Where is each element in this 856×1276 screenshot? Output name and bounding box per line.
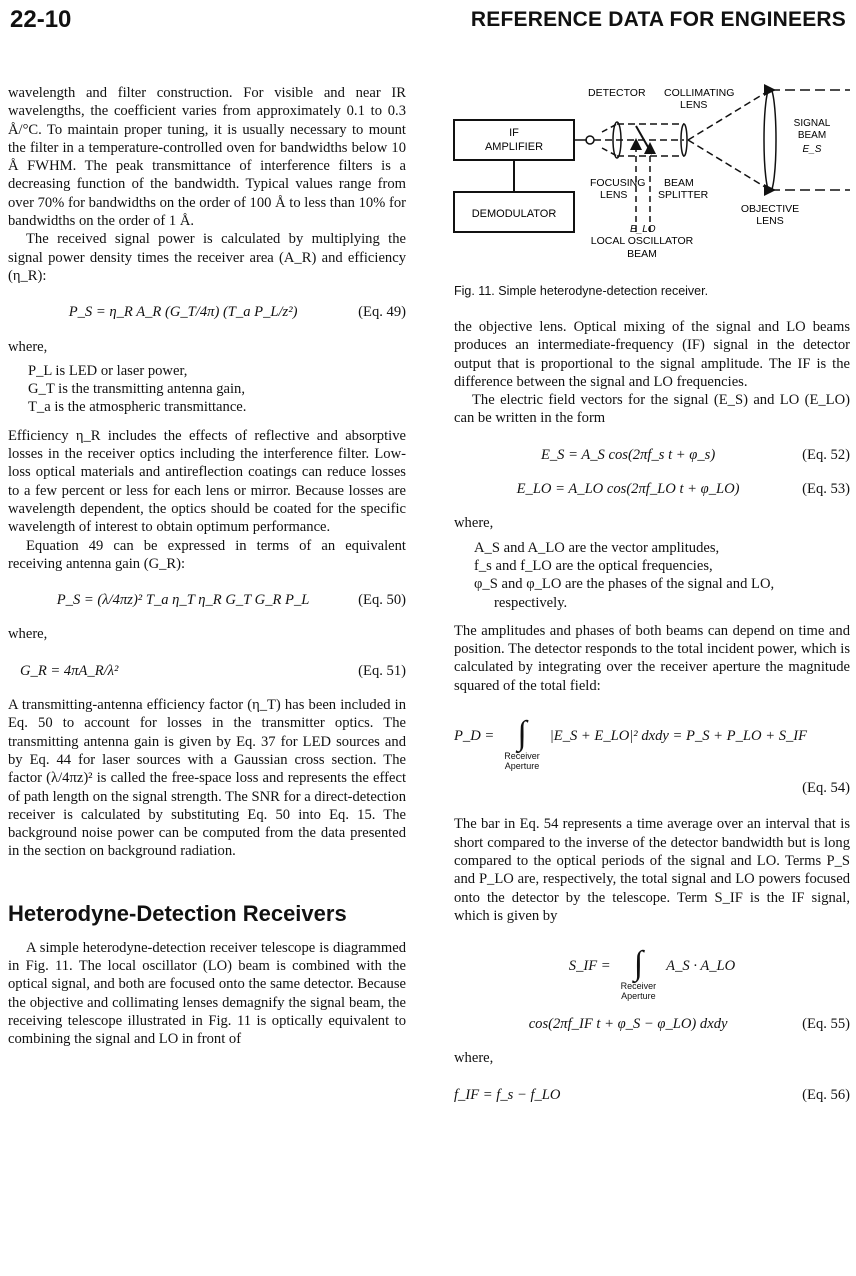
signal-ray-lower	[688, 140, 770, 190]
elo-label: E_LO	[630, 224, 656, 235]
running-title: REFERENCE DATA FOR ENGINEERS	[470, 8, 846, 31]
equation-number: (Eq. 54)	[802, 780, 850, 797]
collimating-lens-label: LENS	[680, 99, 708, 111]
equation-expression: f_IF = f_s − f_LO	[454, 1086, 561, 1103]
paragraph: The bar in Eq. 54 represents a time average over an interval that is short compared to the inverse of the detector bandwidth but is long compared to the optical periods of the signal and LO. Terms P_S and P_LO are, respectively, the total signal and LO powers focused onto the detector by the telescope. Term S_IF is the IF signal, which is given by	[454, 816, 850, 924]
definition-item: G_T is the transmitting antenna gain,	[28, 381, 245, 398]
page-number: 22-10	[10, 6, 72, 33]
equation-55-line2	[454, 1015, 850, 1033]
integral-subscript: Receiver	[504, 751, 540, 762]
paragraph: The amplitudes and phases of both beams can depend on time and position. The detector responds to the total incident power, which is calculated by integrating over the receiver aperture the magnitude squared of the total field:	[454, 622, 850, 694]
equation-number: (Eq. 55)	[802, 1016, 850, 1033]
page-header	[10, 4, 846, 36]
definition-item: f_s and f_LO are the optical frequencies,	[474, 557, 713, 574]
equation-50	[8, 591, 406, 609]
figure-caption: Fig. 11. Simple heterodyne-detection receiver.	[454, 284, 709, 298]
equation-54	[454, 717, 850, 771]
signal-beam-label: BEAM	[797, 130, 827, 141]
left-column	[8, 84, 406, 1048]
focusing-lens-label: LENS	[600, 189, 628, 201]
equation-49	[8, 303, 406, 321]
definition-item: T_a is the atmospheric transmittance.	[28, 399, 247, 416]
equation-51	[8, 662, 406, 680]
equation-expression: cos(2πf_IF t + φ_S − φ_LO) dxdy	[528, 1016, 728, 1033]
equation-expression: P_S = (λ/4πz)² T_a η_T η_R G_T G_R P_L	[56, 592, 310, 609]
paragraph: the objective lens. Optical mixing of the signal and LO beams produces an intermediate-frequency (IF) signal in the detector output that is proportional to the signal amplitude. The IF is the difference between the signal and LO frequencies.	[454, 319, 850, 390]
integral-symbol: ∫ Receiver Aperture	[504, 715, 540, 772]
definition-item: respectively.	[494, 594, 568, 611]
integral-subscript: Aperture	[621, 991, 656, 1002]
demodulator-label: DEMODULATOR	[471, 208, 557, 220]
right-column	[454, 318, 850, 1120]
integral-subscript: Receiver	[620, 981, 657, 992]
paragraph: Equation 49 can be expressed in terms of an equivalent receiving antenna gain (G_R):	[8, 537, 406, 572]
equation-expression: G_R = 4πA_R/λ²	[20, 662, 119, 679]
beam-splitter-label: SPLITTER	[658, 189, 709, 201]
collimating-label: COLLIMATING	[664, 87, 735, 99]
definition-list	[474, 539, 850, 612]
es-label: E_S	[802, 144, 822, 155]
signal-label: SIGNAL	[793, 118, 831, 129]
local-oscillator-label: LOCAL OSCILLATOR	[590, 235, 694, 247]
objective-label: OBJECTIVE	[740, 203, 800, 215]
definition-list	[28, 362, 406, 417]
equation-rhs: |E_S + E_LO|² dxdy = P_S + P_LO + S_IF	[549, 728, 808, 745]
equation-53	[454, 480, 850, 498]
where-label: where,	[454, 1050, 494, 1067]
equation-number: (Eq. 52)	[802, 446, 850, 463]
if-amplifier-label: IF	[509, 127, 519, 139]
where-label: where,	[8, 338, 48, 355]
equation-number: (Eq. 50)	[358, 592, 406, 609]
equation-number: (Eq. 53)	[802, 481, 850, 498]
equation-number: (Eq. 49)	[358, 304, 406, 321]
equation-rhs: A_S · A_LO	[666, 958, 736, 975]
detector-icon	[586, 136, 594, 144]
equation-lhs: P_D =	[454, 728, 495, 745]
equation-expression: E_S = A_S cos(2πf_s t + φ_s)	[540, 446, 716, 463]
paragraph: A transmitting-antenna efficiency factor (η_T) has been included in Eq. 50 to account for losses in the transmitter optics. The transmitting antenna gain is given by Eq. 37 for LED sources and by Eq. 44 for laser sources with a Gaussian cross section. The factor (λ/4πz)² is called the free-space loss and represents the effect of path length on the signal strength. The SNR for a direct-detection receiver is calculated by substituting Eq. 50 into Eq. 15. The background noise power can be computed from the data presented in the section on background radiation.	[8, 697, 406, 860]
if-amplifier-box	[454, 120, 574, 160]
definition-item: φ_S and φ_LO are the phases of the signal and LO,	[474, 576, 775, 593]
focusing-label: FOCUSING	[590, 177, 646, 189]
definition-item: A_S and A_LO are the vector amplitudes,	[474, 539, 720, 556]
paragraph: The electric field vectors for the signal (E_S) and LO (E_LO) can be written in the form	[454, 392, 850, 427]
paragraph: Efficiency η_R includes the effects of reflective and absorptive losses in the receiver optics including the interference filter. Low-loss optical materials and antireflection coatings can reduce losses to a few percent or less for each lens or mirror. Because losses are wavelength dependent, the optics should be coated for the specific wavelength of interest to obtain optimum performance.	[8, 427, 406, 536]
beam-splitter-label: BEAM	[664, 177, 694, 189]
local-oscillator-beam-label: BEAM	[627, 248, 657, 260]
equation-number: (Eq. 51)	[358, 662, 406, 679]
where-label: where,	[454, 515, 494, 532]
equation-lhs: S_IF =	[568, 958, 611, 975]
section-heading: Heterodyne-Detection Receivers	[8, 900, 347, 926]
equation-number: (Eq. 56)	[802, 1086, 850, 1103]
objective-lens-icon	[764, 88, 776, 192]
if-amplifier-label: AMPLIFIER	[484, 141, 544, 153]
equation-56	[454, 1086, 850, 1104]
objective-lens-label: LENS	[756, 215, 784, 227]
integral-subscript: Aperture	[504, 761, 540, 772]
equation-expression: P_S = η_R A_R (G_T/4π) (T_a P_L/z²)	[68, 304, 298, 321]
heterodyne-receiver-diagram	[452, 82, 852, 272]
where-label: where,	[8, 626, 48, 643]
detector-label: DETECTOR	[588, 87, 646, 99]
integral-symbol: ∫ Receiver Aperture	[620, 945, 657, 1002]
paragraph: A simple heterodyne-detection receiver telescope is diagrammed in Fig. 11. The local oscillator (LO) beam is combined with the optical signal, and both are focused onto the same detector. Because the objective and collimating lenses demagnify the signal beam, the receiving telescope illustrated in Fig. 11 is optically equivalent to combining the signal and LO in front of	[8, 939, 406, 1048]
paragraph: wavelength and filter construction. For visible and near IR wavelengths, the coefficient varies from approximately 0.1 to 0.3 Å/°C. To maintain proper tuning, it is usually necessary to mount the filter in a temperature-controlled oven for bandwidths below 10 Å FWHM. The peak transmittance of interference filters is a decreasing function of the bandwidth. Typical values range from over 70% for bandwidths on the order of 100 Å to less than 10% for bandwidths on the order of 1 Å.	[8, 85, 407, 230]
equation-52	[454, 446, 850, 464]
equation-expression: E_LO = A_LO cos(2πf_LO t + φ_LO)	[516, 481, 740, 498]
equation-55	[454, 947, 850, 1001]
definition-item: P_L is LED or laser power,	[28, 362, 188, 379]
paragraph: The received signal power is calculated by multiplying the signal power density times the receiver area (A_R) and efficiency (η_R):	[8, 231, 406, 284]
